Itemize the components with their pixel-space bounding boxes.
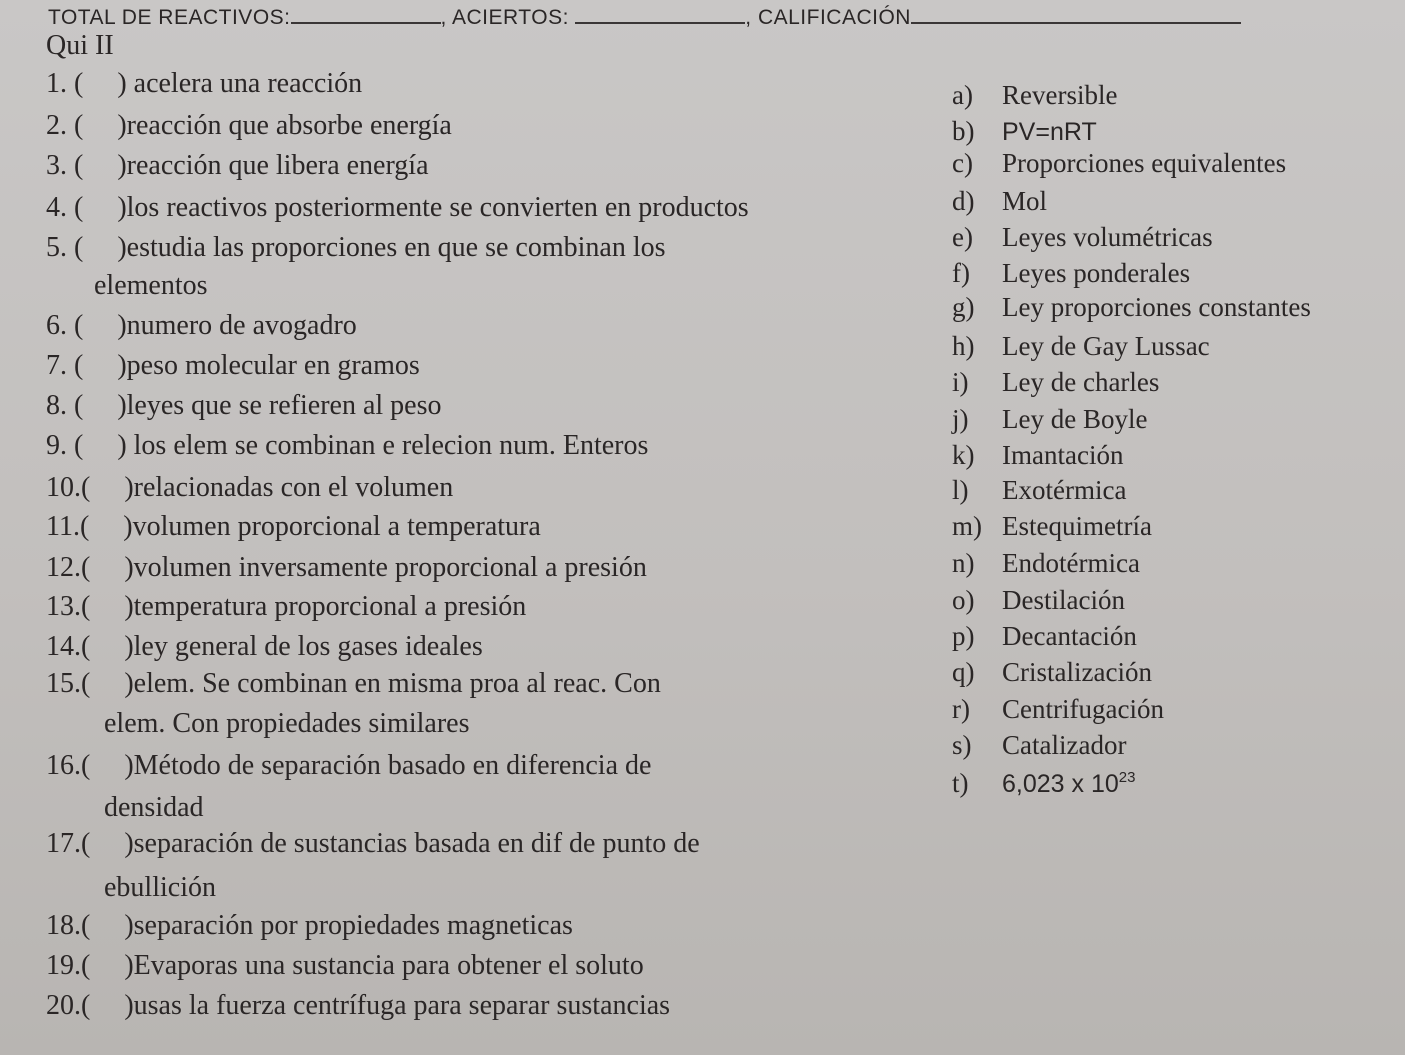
option-letter: r) bbox=[952, 694, 970, 724]
question-text: )temperatura proporcional a presión bbox=[124, 591, 527, 622]
aciertos-blank[interactable] bbox=[575, 4, 745, 24]
option-f bbox=[952, 258, 1190, 289]
question-text: )numero de avogadro bbox=[117, 310, 357, 341]
question-number: 16. bbox=[46, 750, 81, 781]
option-b bbox=[952, 116, 1097, 147]
answer-paren[interactable]: ( bbox=[79, 511, 90, 542]
question-12 bbox=[46, 552, 647, 584]
option-letter: p) bbox=[952, 621, 975, 651]
option-q bbox=[952, 657, 1152, 688]
option-a bbox=[952, 80, 1117, 111]
option-letter: a) bbox=[952, 80, 973, 110]
question-16-continuation: densidad bbox=[104, 792, 204, 823]
question-text: )Método de separación basado en diferencia de bbox=[124, 750, 652, 781]
option-text: Ley proporciones constantes bbox=[1002, 292, 1311, 322]
question-16 bbox=[46, 750, 651, 782]
option-d bbox=[952, 186, 1047, 217]
option-p bbox=[952, 621, 1137, 652]
option-text: Ley de Boyle bbox=[1002, 404, 1148, 434]
question-number: 4. bbox=[46, 192, 67, 223]
answer-paren[interactable]: ( bbox=[74, 192, 84, 223]
question-8 bbox=[46, 390, 442, 422]
total-blank[interactable] bbox=[291, 4, 441, 24]
calificacion-label: , CALIFICACIÓN bbox=[745, 6, 911, 29]
question-17-continuation: ebullición bbox=[104, 872, 216, 903]
option-text: Leyes volumétricas bbox=[1002, 222, 1213, 252]
question-17 bbox=[46, 828, 700, 860]
question-number: 18. bbox=[46, 910, 81, 941]
question-9 bbox=[46, 430, 648, 462]
question-number: 3. bbox=[46, 150, 67, 181]
option-letter: c) bbox=[952, 148, 973, 178]
question-11 bbox=[46, 511, 541, 543]
question-number: 7. bbox=[46, 350, 67, 381]
option-o bbox=[952, 585, 1125, 616]
question-5-continuation: elementos bbox=[94, 270, 208, 301]
option-letter: i) bbox=[952, 367, 969, 397]
question-text: )reacción que absorbe energía bbox=[117, 110, 452, 141]
option-letter: g) bbox=[952, 292, 975, 322]
answer-paren[interactable]: ( bbox=[74, 390, 84, 421]
answer-paren[interactable]: ( bbox=[74, 310, 84, 341]
option-k bbox=[952, 440, 1123, 471]
option-text: Proporciones equivalentes bbox=[1002, 148, 1287, 178]
answer-paren[interactable]: ( bbox=[81, 591, 91, 622]
option-m bbox=[952, 511, 1152, 542]
option-c bbox=[952, 148, 1286, 179]
question-15-continuation: elem. Con propiedades similares bbox=[104, 708, 470, 739]
answer-paren[interactable]: ( bbox=[81, 990, 91, 1021]
question-1 bbox=[46, 68, 362, 100]
option-j bbox=[952, 404, 1147, 435]
answer-paren[interactable]: ( bbox=[81, 828, 91, 859]
option-text: Imantación bbox=[1002, 440, 1124, 470]
option-text: Ley de Gay Lussac bbox=[1002, 331, 1210, 361]
option-letter: b) bbox=[952, 116, 975, 146]
question-5 bbox=[46, 232, 666, 264]
question-text: )estudia las proporciones en que se combinan los bbox=[117, 232, 666, 263]
question-text: )leyes que se refieren al peso bbox=[117, 390, 442, 421]
question-text: )peso molecular en gramos bbox=[117, 350, 420, 381]
question-number: 8. bbox=[46, 390, 67, 421]
option-letter: t) bbox=[952, 768, 969, 798]
question-13 bbox=[46, 591, 526, 623]
header-line bbox=[48, 4, 1241, 30]
option-text: PV=nRT bbox=[1002, 118, 1097, 146]
question-text: ) acelera una reacción bbox=[117, 68, 363, 99]
question-text: )relacionadas con el volumen bbox=[124, 472, 454, 503]
option-i bbox=[952, 367, 1159, 398]
option-letter: m) bbox=[952, 511, 982, 541]
question-text: )volumen proporcional a temperatura bbox=[123, 511, 541, 542]
answer-paren[interactable]: ( bbox=[74, 68, 84, 99]
answer-paren[interactable]: ( bbox=[81, 750, 91, 781]
question-number: 9. bbox=[46, 430, 67, 461]
answer-paren[interactable]: ( bbox=[74, 350, 84, 381]
question-18 bbox=[46, 910, 573, 942]
option-letter: e) bbox=[952, 222, 973, 252]
question-text: )separación de sustancias basada en dif de punto de bbox=[124, 828, 700, 859]
option-letter: q) bbox=[952, 657, 975, 687]
option-r bbox=[952, 694, 1164, 725]
question-text: )ley general de los gases ideales bbox=[124, 631, 483, 662]
option-letter: d) bbox=[952, 186, 975, 216]
answer-paren[interactable]: ( bbox=[81, 910, 91, 941]
option-text: 6,023 x 10 bbox=[1002, 770, 1119, 798]
question-text: )los reactivos posteriormente se convierten en productos bbox=[117, 192, 749, 223]
question-number: 11. bbox=[46, 511, 80, 542]
option-letter: h) bbox=[952, 331, 975, 361]
answer-paren[interactable]: ( bbox=[74, 110, 84, 141]
option-text: Ley de charles bbox=[1002, 367, 1160, 397]
question-text: )reacción que libera energía bbox=[117, 150, 429, 181]
question-4 bbox=[46, 192, 749, 224]
question-number: 1. bbox=[46, 68, 67, 99]
option-letter: j) bbox=[952, 404, 969, 434]
option-l bbox=[952, 475, 1126, 506]
question-2 bbox=[46, 110, 452, 142]
answer-paren[interactable]: ( bbox=[81, 472, 91, 503]
question-20 bbox=[46, 990, 670, 1022]
option-text: Catalizador bbox=[1002, 730, 1127, 760]
option-text: Reversible bbox=[1002, 80, 1118, 110]
option-exponent: 23 bbox=[1118, 769, 1136, 786]
option-n bbox=[952, 548, 1140, 579]
option-letter: o) bbox=[952, 585, 975, 615]
option-s bbox=[952, 730, 1126, 761]
option-text: Cristalización bbox=[1002, 657, 1152, 687]
question-3 bbox=[46, 150, 429, 182]
option-letter: k) bbox=[952, 440, 975, 470]
question-15 bbox=[46, 668, 661, 700]
aciertos-label: , ACIERTOS: bbox=[440, 6, 569, 29]
answer-paren[interactable]: ( bbox=[81, 950, 91, 981]
answer-paren[interactable]: ( bbox=[81, 631, 91, 662]
option-letter: l) bbox=[952, 475, 969, 505]
calificacion-blank[interactable] bbox=[911, 4, 1241, 24]
option-h bbox=[952, 331, 1210, 362]
answer-paren[interactable]: ( bbox=[74, 430, 84, 461]
question-6 bbox=[46, 310, 357, 342]
option-text: Exotérmica bbox=[1002, 475, 1127, 505]
question-number: 6. bbox=[46, 310, 67, 341]
question-number: 12. bbox=[46, 552, 81, 583]
question-number: 17. bbox=[46, 828, 81, 859]
answer-paren[interactable]: ( bbox=[74, 232, 84, 263]
question-number: 15. bbox=[46, 668, 81, 699]
question-7 bbox=[46, 350, 420, 382]
question-14 bbox=[46, 631, 483, 663]
option-letter: f) bbox=[952, 258, 970, 288]
question-text: ) los elem se combinan e relecion num. Enteros bbox=[117, 430, 649, 461]
question-number: 19. bbox=[46, 950, 81, 981]
question-number: 5. bbox=[46, 232, 67, 263]
option-text: Leyes ponderales bbox=[1002, 258, 1191, 288]
question-text: )Evaporas una sustancia para obtener el soluto bbox=[124, 950, 644, 981]
question-text: )elem. Se combinan en misma proa al reac. Con bbox=[124, 668, 661, 699]
question-number: 20. bbox=[46, 990, 81, 1021]
answer-paren[interactable]: ( bbox=[81, 552, 91, 583]
option-text: Mol bbox=[1002, 186, 1048, 216]
option-text: Endotérmica bbox=[1002, 548, 1140, 578]
option-t bbox=[952, 768, 1135, 799]
option-letter: s) bbox=[952, 730, 972, 760]
question-text: )volumen inversamente proporcional a presión bbox=[124, 552, 647, 583]
page-title: Qui II bbox=[46, 30, 114, 61]
total-label: TOTAL DE REACTIVOS: bbox=[48, 6, 291, 29]
question-number: 13. bbox=[46, 591, 81, 622]
option-text: Destilación bbox=[1002, 585, 1125, 615]
answer-paren[interactable]: ( bbox=[81, 668, 91, 699]
option-text: Centrifugación bbox=[1002, 694, 1164, 724]
option-e bbox=[952, 222, 1213, 253]
question-text: )usas la fuerza centrífuga para separar sustancias bbox=[124, 990, 671, 1021]
option-text: Estequimetría bbox=[1002, 511, 1152, 541]
answer-paren[interactable]: ( bbox=[74, 150, 84, 181]
option-g bbox=[952, 292, 1311, 323]
question-text: )separación por propiedades magneticas bbox=[124, 910, 573, 941]
question-19 bbox=[46, 950, 644, 982]
question-number: 14. bbox=[46, 631, 81, 662]
option-letter: n) bbox=[952, 548, 975, 578]
question-number: 2. bbox=[46, 110, 67, 141]
question-number: 10. bbox=[46, 472, 81, 503]
option-text: Decantación bbox=[1002, 621, 1137, 651]
question-10 bbox=[46, 472, 453, 504]
